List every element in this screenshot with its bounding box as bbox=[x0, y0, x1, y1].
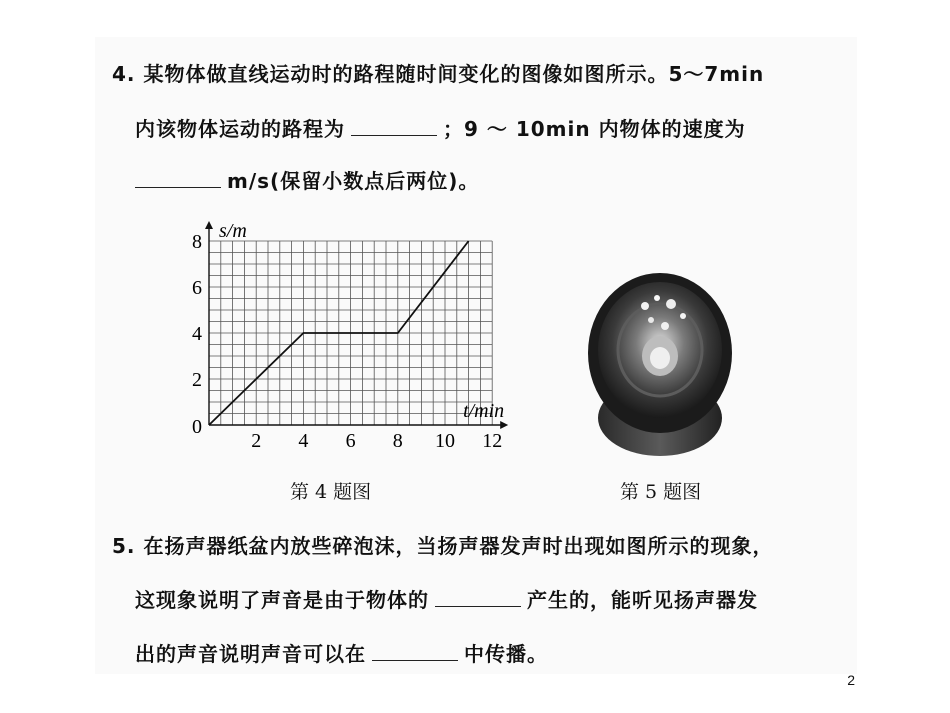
y-tick-label: 4 bbox=[192, 323, 202, 345]
answer-blank-vibration[interactable] bbox=[435, 588, 521, 607]
q4-line2-part1: 内该物体运动的路程为 bbox=[135, 117, 345, 141]
x-tick-label: 6 bbox=[345, 430, 356, 452]
answer-blank-medium[interactable] bbox=[372, 642, 458, 661]
answer-blank-speed[interactable] bbox=[135, 169, 221, 188]
figure4-caption: 第 4 题图 bbox=[290, 481, 372, 503]
x-tick-label: 4 bbox=[298, 430, 309, 452]
q4-line2-part2: ；9 ～ 10min 内物体的速度为 bbox=[443, 117, 746, 141]
q5-line3-part2: 中传播。 bbox=[464, 642, 548, 666]
y-axis-arrow bbox=[205, 221, 213, 229]
q5-line1: 5. 在扬声器纸盆内放些碎泡沫，当扬声器发声时出现如图所示的现象， bbox=[112, 534, 774, 558]
x-tick-label: 8 bbox=[392, 430, 403, 452]
y-tick-label: 6 bbox=[192, 277, 202, 299]
x-tick-label: 2 bbox=[251, 430, 262, 452]
figure5-caption: 第 5 题图 bbox=[620, 481, 702, 503]
q5-line3 bbox=[135, 638, 548, 667]
q4-line2 bbox=[135, 113, 746, 142]
q5-line2 bbox=[135, 584, 758, 613]
x-tick-label: 10 bbox=[435, 430, 455, 452]
q4-line3-text: m/s(保留小数点后两位)。 bbox=[227, 169, 480, 193]
q4-line3 bbox=[135, 165, 479, 194]
y-axis-label: s/m bbox=[219, 220, 247, 242]
x-axis-label: t/min bbox=[463, 400, 505, 422]
q4-line1: 4. 某物体做直线运动时的路程随时间变化的图像如图所示。5～7min bbox=[112, 62, 765, 86]
distance-time-chart bbox=[185, 203, 505, 463]
origin-label: 0 bbox=[192, 416, 202, 438]
q5-line2-part2: 产生的，能听见扬声器发 bbox=[527, 588, 758, 612]
page-number: 2 bbox=[847, 672, 855, 688]
speaker-image bbox=[585, 268, 735, 463]
answer-blank-distance[interactable] bbox=[351, 117, 437, 136]
y-tick-label: 8 bbox=[192, 231, 202, 253]
x-tick-label: 12 bbox=[482, 430, 503, 452]
q5-line2-part1: 这现象说明了声音是由于物体的 bbox=[135, 588, 429, 612]
q5-line3-part1: 出的声音说明声音可以在 bbox=[135, 642, 366, 666]
y-tick-label: 2 bbox=[192, 369, 202, 391]
